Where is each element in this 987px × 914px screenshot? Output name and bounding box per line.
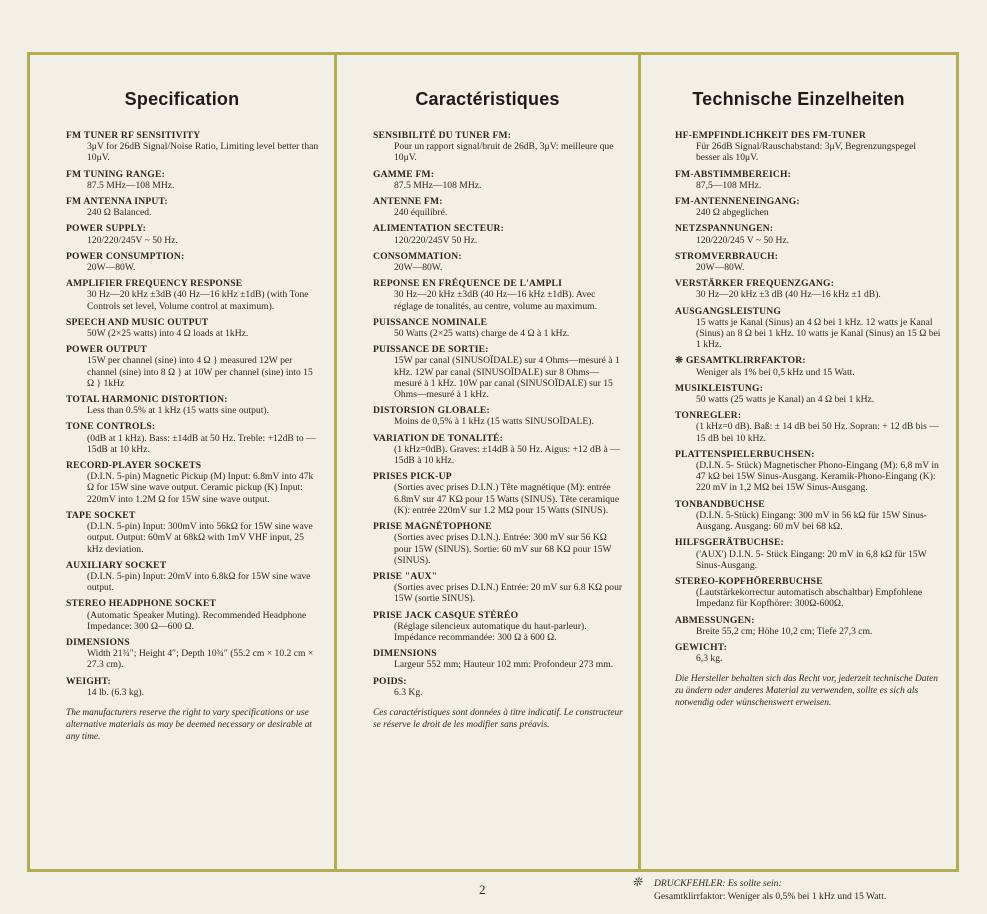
spec-detail: 30 Hz—20 kHz ±3 dB (40 Hz—16 kHz ±1 dB). xyxy=(696,289,881,301)
spec-detail: 240 Ω Balanced. xyxy=(87,207,152,219)
spec-entry xyxy=(675,196,942,218)
column-note: Ces caractéristiques sont données à titre indicatif. Le constructeur se réserve le droit de les modifier sans préavis. xyxy=(373,707,623,730)
spec-entry xyxy=(675,355,942,377)
spec-title: STROMVERBRAUCH: xyxy=(675,250,779,262)
spec-title: ❊ GESAMTKLIRRFAKTOR: xyxy=(675,355,806,367)
spec-detail: 20W—80W. xyxy=(696,262,745,274)
spec-title: FM ANTENNA INPUT: xyxy=(66,196,168,208)
spec-entry xyxy=(373,130,624,164)
spec-title: WEIGHT: xyxy=(66,675,111,687)
spec-title: AUXILIARY SOCKET xyxy=(66,559,167,571)
spec-entry xyxy=(373,571,624,605)
spec-title: GAMME FM: xyxy=(373,168,435,180)
spec-entry xyxy=(373,521,624,566)
entries xyxy=(66,130,320,698)
spec-entry xyxy=(675,306,942,351)
spec-detail: 87,5—108 MHz. xyxy=(696,179,762,191)
spec-detail: 240 Ω abgeglichen xyxy=(696,207,769,219)
spec-entry xyxy=(675,383,942,405)
spec-title: PRISE MAGNÉTOPHONE xyxy=(373,521,492,533)
spec-detail: (Sorties avec prises D.I.N.). Entrée: 300 mV sur 56 KΩ pour 15W (SINUS). Sortie: 60 mV sur 68 KΩ pour 15W (SINUS). xyxy=(394,532,612,566)
page-number: 2 xyxy=(479,882,486,897)
spec-title: FM TUNING RANGE: xyxy=(66,168,165,180)
spec-entry xyxy=(373,433,624,467)
spec-detail: 120/220/245V 50 Hz. xyxy=(394,234,478,246)
spec-entry xyxy=(675,615,942,637)
spec-title: TONREGLER: xyxy=(675,410,742,422)
spec-detail: (1 kHz=0dB). Graves: ±14dB à 50 Hz. Aigus: +12 dB à —15dB à 10 kHz. xyxy=(394,443,620,467)
column-heading: Specification xyxy=(124,89,240,109)
spec-entry xyxy=(373,405,624,427)
spec-detail: Moins de 0,5% à 1 kHz (15 watts SINUSOÏDALE). xyxy=(394,416,594,428)
spec-entry xyxy=(373,223,624,245)
spec-detail: 15W per channel (sine) into 4 Ω } measured 12W per channel (sine) into 8 Ω } at 10W per channel (sine) into 15 Ω } 1kHz xyxy=(87,355,313,389)
spec-detail: Weniger als 1% bei 0,5 kHz und 15 Watt. xyxy=(696,366,855,378)
spec-detail: (Sorties avec prises D.I.N.) Tête magnétique (M): entrée 6.8mV sur 47 KΩ pour 15 Watts (SINUS). Tête ceramique (K): entrée 220mV sur 1.2 MΩ pour 15 Watts (SINUS). xyxy=(394,482,620,516)
spec-detail: (Sorties avec prises D.I.N.) Entrée: 20 mV sur 6.8 KΩ pour 15W (sortie SINUS). xyxy=(394,582,623,605)
spec-entry xyxy=(675,251,942,273)
spec-detail: 20W—80W. xyxy=(394,262,443,274)
spec-entry xyxy=(675,169,942,191)
spec-entry xyxy=(66,421,320,455)
spec-title: TONBANDBUCHSE xyxy=(675,498,765,510)
spec-entry xyxy=(675,537,942,571)
spec-entry xyxy=(675,410,942,444)
column-english xyxy=(30,55,334,869)
spec-detail: 20W—80W. xyxy=(87,262,136,274)
column-heading: Technische Einzelheiten xyxy=(692,89,905,109)
spec-title: PLATTENSPIELERBUCHSEN: xyxy=(675,448,815,460)
spec-entry xyxy=(373,196,624,218)
spec-entry xyxy=(373,344,624,400)
spec-entry xyxy=(66,637,320,671)
spec-detail: (Automatic Speaker Muting). Recommended Headphone Impedance: 300 Ω—600 Ω. xyxy=(87,609,307,632)
erratum-label: DRUCKFEHLER: Es sollte sein: xyxy=(654,878,782,889)
column-note: Die Hersteller behalten sich das Recht vor, jederzeit technische Daten zu ändern oder anderes Material zu verwenden, sollte es sich als notwendig oder wünschenswert erweisen. xyxy=(675,674,938,708)
spec-entry xyxy=(66,344,320,389)
spec-detail: (Lautstärkekorrectur automatisch abschaltbar) Empfohlene Impedanz für Kopfhörer: 300Ω-600Ω. xyxy=(696,587,923,610)
spec-title: PUISSANCE NOMINALE xyxy=(373,316,488,328)
spec-detail: 87.5 MHz—108 MHz. xyxy=(394,179,482,191)
spec-title: NETZSPANNUNGEN: xyxy=(675,223,774,235)
spec-detail: 50W (2×25 watts) into 4 Ω loads at 1kHz. xyxy=(87,328,249,340)
spec-entry xyxy=(66,169,320,191)
spec-title: HF-EMPFINDLICHKEIT DES FM-TUNER xyxy=(675,130,866,141)
spec-entry xyxy=(373,169,624,191)
spec-detail: 120/220/245V ~ 50 Hz. xyxy=(87,234,178,246)
spec-detail: 15W par canal (SINUSOÏDALE) sur 4 Ohms—mesuré à 1 kHz. 12W par canal (SINUSOÏDALE) sur 8 Ohms—mesuré à 1 kHz. 10W par canal (SINUSOÏDALE) sur 15 Ohms—mesuré à 1 kHz. xyxy=(394,355,620,401)
spec-title: SENSIBILITÉ DU TUNER FM: xyxy=(373,130,512,141)
spec-entry xyxy=(66,510,320,555)
spec-entry xyxy=(373,648,624,670)
entries xyxy=(675,130,942,664)
column-note: The manufacturers reserve the right to vary specifications or use alternative materials as may be deemed necessary or desirable at any time. xyxy=(66,707,313,742)
spec-entry xyxy=(66,196,320,218)
spec-detail: Width 21¾″; Height 4″; Depth 10¾″ (55.2 cm × 10.2 cm × 27.3 cm). xyxy=(87,648,314,671)
spec-detail: 3μV for 26dB Signal/Noise Ratio, Limiting level better than 10μV. xyxy=(87,141,319,164)
spec-detail: (0dB at 1 kHz). Bass: ±14dB at 50 Hz. Treble: +12dB to —15dB at 10 kHz. xyxy=(87,432,316,455)
spec-title: AUSGANGSLEISTUNG xyxy=(675,305,782,317)
spec-entry xyxy=(675,576,942,610)
spec-detail: 50 Watts (2×25 watts) charge de 4 Ω à 1 kHz. xyxy=(394,328,570,340)
erratum-text: Gesamtklirrfaktor: Weniger als 0,5% bei 1 kHz und 15 Watt. xyxy=(654,891,887,902)
spec-detail: Für 26dB Signal/Rauschabstand: 3μV, Begrenzungspegel besser als 10μV. xyxy=(696,141,916,164)
spec-title: STEREO HEADPHONE SOCKET xyxy=(66,598,217,610)
spec-title: TONE CONTROLS: xyxy=(66,421,156,433)
spec-title: RECORD-PLAYER SOCKETS xyxy=(66,460,202,472)
spec-entry xyxy=(66,560,320,594)
spec-title: AMPLIFIER FREQUENCY RESPONSE xyxy=(66,278,243,290)
spec-detail: 240 équilibré. xyxy=(394,207,448,219)
spec-detail: (D.I.N. 5-pin) Magnetic Pickup (M) Input: 6.8mV into 47k Ω for 15W sine wave output. Ceramic pickup (K) Input: 220mV into 1.2M Ω for 15W sine wave output. xyxy=(87,471,314,505)
spec-title: GEWICHT: xyxy=(675,641,728,653)
spec-title: HILFSGERÄTBUCHSE: xyxy=(675,537,784,549)
spec-title: ABMESSUNGEN: xyxy=(675,614,755,626)
spec-title: POIDS: xyxy=(373,675,407,687)
spec-title: ALIMENTATION SECTEUR: xyxy=(373,223,504,235)
spec-title: CONSOMMATION: xyxy=(373,250,462,262)
spec-entry xyxy=(373,471,624,516)
spec-entry xyxy=(66,676,320,698)
spec-entry xyxy=(66,598,320,632)
spec-entry xyxy=(373,610,624,644)
spec-detail: 6,3 kg. xyxy=(696,653,723,665)
spec-detail: 87.5 MHz—108 MHz. xyxy=(87,179,175,191)
spec-detail: 30 Hz—20 kHz ±3dB (40 Hz—16 kHz ±1dB). Avec réglage de tonalités, au centre, volume au maximum. xyxy=(394,289,597,312)
spec-entry xyxy=(675,223,942,245)
spec-detail: ('AUX') D.I.N. 5- Stück Eingang: 20 mV in 6,8 kΩ für 15W Sinus-Ausgang. xyxy=(696,548,927,571)
spec-entry xyxy=(66,278,320,312)
spec-entry xyxy=(675,278,942,300)
spec-detail: Largeur 552 mm; Hauteur 102 mm: Profondeur 273 mm. xyxy=(394,659,614,671)
spec-entry xyxy=(675,499,942,533)
spec-detail: (Réglage silencieux automatique du haut-parleur). Impédance recommandée: 300 Ω à 600 Ω. xyxy=(394,620,587,643)
spec-title: POWER CONSUMPTION: xyxy=(66,250,185,262)
spec-detail: 50 watts (25 watts je Kanal) an 4 Ω bei 1 kHz. xyxy=(696,394,875,406)
spec-entry xyxy=(675,642,942,664)
spec-title: PRISE "AUX" xyxy=(373,570,438,582)
spec-title: REPONSE EN FRÉQUENCE DE L'AMPLI xyxy=(373,278,563,290)
spec-title: VERSTÄRKER FREQUENZGANG: xyxy=(675,278,835,290)
spec-title: DIMENSIONS xyxy=(66,636,130,648)
spec-detail: (D.I.N. 5-Stück) Eingang: 300 mV in 56 kΩ für 15W Sinus-Ausgang. Ausgang: 60 mV bei 68 kΩ. xyxy=(696,509,927,533)
spec-entry xyxy=(66,317,320,339)
spec-title: PRISES PICK-UP xyxy=(373,471,452,483)
spec-entry xyxy=(675,130,942,164)
spec-title: ANTENNE FM: xyxy=(373,196,443,208)
spec-title: POWER OUTPUT xyxy=(66,344,148,356)
spec-title: POWER SUPPLY: xyxy=(66,223,146,235)
spec-title: MUSIKLEISTUNG: xyxy=(675,382,764,394)
spec-detail: 15 watts je Kanal (Sinus) an 4 Ω bei 1 kHz. 12 watts je Kanal (Sinus) an 8 Ω bei 1 kHz. 10 watts je Kanal (Sinus) an 15 Ω bei 1 kHz. xyxy=(696,316,941,351)
spec-detail: Breite 55,2 cm; Höhe 10,2 cm; Tiefe 27,3 cm. xyxy=(696,625,873,637)
spec-entry xyxy=(66,251,320,273)
spec-entry xyxy=(66,130,320,164)
spec-title: PRISE JACK CASQUE STÉRÉO xyxy=(373,609,519,621)
asterisk-icon: ❊ xyxy=(632,875,643,889)
spec-title: DIMENSIONS xyxy=(373,648,437,660)
spec-detail: (D.I.N. 5-pin) Input: 300mV into 56kΩ for 15W sine wave output. Output: 60mV at 68kΩ with 1mV VHF input, 25 kHz deviation. xyxy=(87,521,313,555)
spec-entry xyxy=(373,251,624,273)
spec-detail: Less than 0.5% at 1 kHz (15 watts sine output). xyxy=(87,405,269,417)
spec-entry xyxy=(373,278,624,312)
spec-entry xyxy=(675,449,942,494)
spec-entry xyxy=(66,460,320,505)
spec-title: STEREO-KOPFHÖRERBUCHSE xyxy=(675,575,823,587)
spec-title: DISTORSION GLOBALE: xyxy=(373,405,490,417)
spec-title: PUISSANCE DE SORTIE: xyxy=(373,344,489,356)
spec-detail: (1 kHz=0 dB). Baß: ± 14 dB bei 50 Hz. Sopran: + 12 dB bis —15 dB bei 10 kHz. xyxy=(696,421,939,444)
erratum-note xyxy=(632,876,886,903)
spec-detail: (D.I.N. 5- Stück) Magnetischer Phono-Eingang (M): 6,8 mV in 47 kΩ bei 15W Sinus-Ausgang. Keramik-Phono-Eingang (K): 220 mV in 1,2 MΩ bei 15W Sinus-Ausgang. xyxy=(696,460,939,494)
entries xyxy=(373,130,624,698)
spec-detail: Pour un rapport signal/bruit de 26dB, 3μV: meilleure que 10μV. xyxy=(394,141,614,164)
spec-entry xyxy=(373,676,624,698)
column-heading: Caractéristiques xyxy=(415,89,560,109)
spec-detail: 6.3 Kg. xyxy=(394,686,423,698)
column-german xyxy=(638,55,956,869)
spec-entry xyxy=(373,317,624,339)
spec-title: FM-ABSTIMMBEREICH: xyxy=(675,168,792,180)
spec-title: TOTAL HARMONIC DISTORTION: xyxy=(66,394,228,406)
spec-frame xyxy=(27,52,959,872)
spec-detail: 120/220/245 V ~ 50 Hz. xyxy=(696,234,790,246)
spec-detail: 30 Hz—20 kHz ±3dB (40 Hz—16 kHz ±1dB) (with Tone Controls set level, Volume control at maximum). xyxy=(87,289,309,312)
spec-entry xyxy=(66,394,320,416)
spec-title: FM-ANTENNENEINGANG: xyxy=(675,196,800,208)
column-french xyxy=(334,55,638,869)
spec-title: VARIATION DE TONALITÉ: xyxy=(373,432,504,444)
spec-entry xyxy=(66,223,320,245)
spec-detail: (D.I.N. 5-pin) Input: 20mV into 6.8kΩ for 15W sine wave output. xyxy=(87,570,311,594)
spec-title: TAPE SOCKET xyxy=(66,509,136,521)
spec-title: FM TUNER RF SENSITIVITY xyxy=(66,130,201,141)
spec-detail: 14 lb. (6.3 kg). xyxy=(87,686,145,698)
erratum-line-1 xyxy=(632,876,886,890)
spec-title: SPEECH AND MUSIC OUTPUT xyxy=(66,316,209,328)
